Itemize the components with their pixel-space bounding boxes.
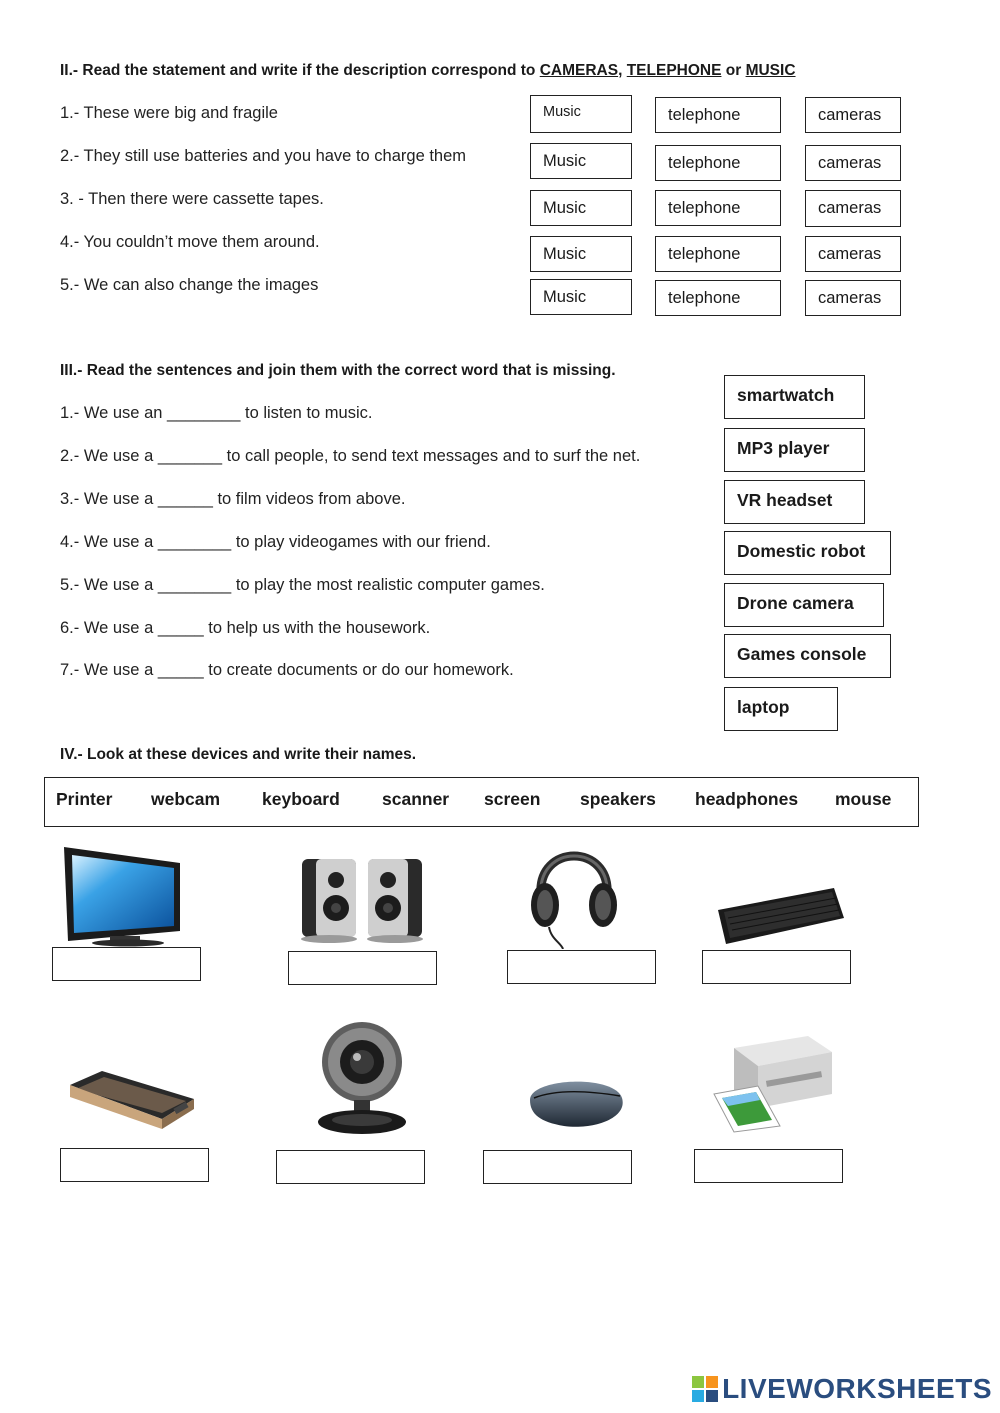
option-cameras-4[interactable]: cameras — [805, 236, 901, 272]
statement-4: 4.- You couldn’t move them around. — [60, 233, 320, 251]
bank-word-webcam: webcam — [151, 789, 221, 809]
option-cameras-1[interactable]: cameras — [805, 97, 901, 133]
section4-heading: IV.- Look at these devices and write their names. — [60, 746, 417, 763]
word-games-console[interactable]: Games console — [724, 634, 891, 678]
logo-text: LIVEWORKSHEETS — [722, 1373, 992, 1404]
sentence-3: 3.- We use a ______ to film videos from above. — [60, 490, 406, 508]
sentence-4: 4.- We use a ________ to play videogames with our friend. — [60, 533, 491, 551]
word-mp3-player[interactable]: MP3 player — [724, 428, 865, 472]
printer-image — [708, 1030, 838, 1134]
answer-box-headphones[interactable] — [507, 950, 656, 984]
bank-word-headphones: headphones — [695, 789, 799, 809]
screen-image — [60, 843, 185, 948]
section2-heading — [60, 62, 796, 80]
statement-1: 1.- These were big and fragile — [60, 104, 278, 122]
word-vr-headset[interactable]: VR headset — [724, 480, 865, 524]
logo-squares-icon — [692, 1376, 718, 1402]
option-cameras-3[interactable]: cameras — [805, 190, 901, 227]
section3-heading: III.- Read the sentences and join them with the correct word that is missing. — [60, 362, 616, 379]
answer-box-speakers[interactable] — [288, 951, 437, 985]
option-music-5[interactable]: Music — [530, 279, 632, 315]
option-telephone-4[interactable]: telephone — [655, 236, 781, 272]
scanner-image — [66, 1063, 201, 1135]
sentence-2: 2.- We use a _______ to call people, to send text messages and to surf the net. — [60, 447, 641, 465]
webcam-image — [310, 1014, 414, 1136]
option-music-4[interactable]: Music — [530, 236, 632, 272]
statement-5: 5.- We can also change the images — [60, 276, 319, 294]
word-drone-camera[interactable]: Drone camera — [724, 583, 884, 627]
section2-heading-cameras: CAMERAS — [539, 62, 619, 79]
bank-word-keyboard: keyboard — [262, 789, 340, 809]
option-music-3[interactable]: Music — [530, 190, 632, 226]
answer-box-webcam[interactable] — [276, 1150, 425, 1184]
statement-3: 3. - Then there were cassette tapes. — [60, 190, 324, 208]
mouse-image — [524, 1072, 628, 1132]
headphones-image — [527, 833, 621, 949]
section2-heading-music: MUSIC — [745, 62, 796, 79]
bank-word-mouse: mouse — [835, 789, 892, 809]
word-laptop[interactable]: laptop — [724, 687, 838, 731]
bank-word-printer: Printer — [56, 789, 113, 809]
option-telephone-5[interactable]: telephone — [655, 280, 781, 316]
bank-word-speakers: speakers — [580, 789, 656, 809]
keyboard-image — [716, 880, 846, 948]
sentence-7: 7.- We use a _____ to create documents or do our homework. — [60, 661, 514, 679]
option-music-2[interactable]: Music — [530, 143, 632, 179]
sentence-5: 5.- We use a ________ to play the most realistic computer games. — [60, 576, 545, 594]
answer-box-keyboard[interactable] — [702, 950, 851, 984]
option-telephone-1[interactable]: telephone — [655, 97, 781, 133]
answer-box-mouse[interactable] — [483, 1150, 632, 1184]
section2-heading-prefix: II.- Read the statement and write if the description correspond to — [60, 62, 540, 79]
section2-heading-telephone: TELEPHONE — [626, 62, 722, 79]
liveworksheets-logo — [692, 1373, 992, 1405]
answer-box-printer[interactable] — [694, 1149, 843, 1183]
word-bank — [44, 777, 919, 827]
speakers-image — [296, 853, 428, 945]
word-domestic-robot[interactable]: Domestic robot — [724, 531, 891, 575]
statement-2: 2.- They still use batteries and you have to charge them — [60, 147, 467, 165]
answer-box-screen[interactable] — [52, 947, 201, 981]
answer-box-scanner[interactable] — [60, 1148, 209, 1182]
option-cameras-5[interactable]: cameras — [805, 280, 901, 316]
option-telephone-3[interactable]: telephone — [655, 190, 781, 226]
sentence-6: 6.- We use a _____ to help us with the housework. — [60, 619, 431, 637]
bank-word-screen: screen — [484, 789, 541, 809]
option-music-1[interactable]: Music — [530, 95, 632, 133]
sentence-1: 1.- We use an ________ to listen to music. — [60, 404, 373, 422]
word-smartwatch[interactable]: smartwatch — [724, 375, 865, 419]
option-cameras-2[interactable]: cameras — [805, 145, 901, 181]
section2-heading-comma: , — [618, 62, 627, 79]
bank-word-scanner: scanner — [382, 789, 450, 809]
section2-heading-or: or — [721, 62, 746, 79]
option-telephone-2[interactable]: telephone — [655, 145, 781, 181]
